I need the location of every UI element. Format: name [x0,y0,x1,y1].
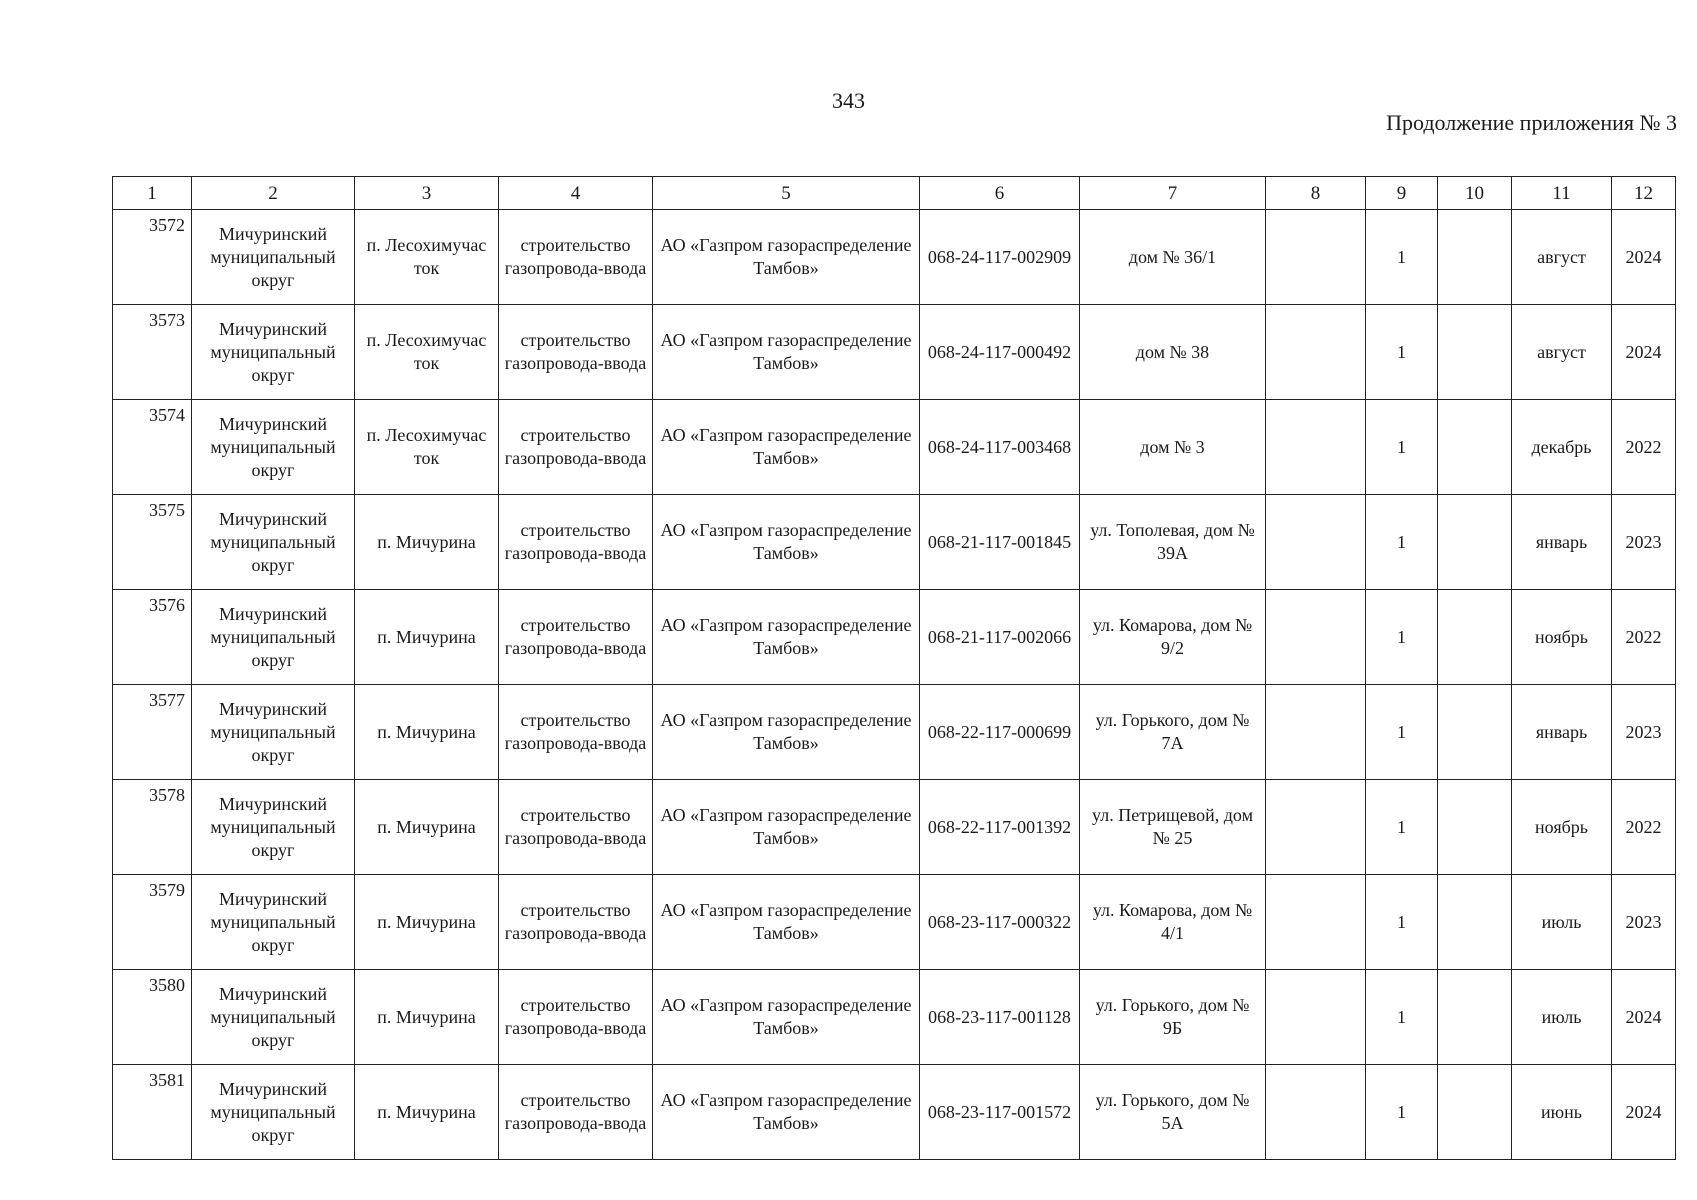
address-cell: дом № 38 [1080,305,1266,400]
address-cell: ул. Петрищевой, дом № 25 [1080,780,1266,875]
quantity-cell: 1 [1366,400,1438,495]
column-10-cell [1438,305,1512,400]
year-cell: 2023 [1612,495,1676,590]
quantity-cell: 1 [1366,1065,1438,1160]
year-cell: 2024 [1612,1065,1676,1160]
column-8-cell [1266,1065,1366,1160]
district-cell: Мичуринский муниципальный округ [192,970,355,1065]
column-8-cell [1266,875,1366,970]
table-body [113,210,1676,1160]
settlement-cell: п. Мичурина [355,590,499,685]
organization-cell: АО «Газпром газораспределение Тамбов» [653,780,920,875]
column-10-cell [1438,210,1512,305]
work-type-cell: строительство газопровода-ввода [499,495,653,590]
code-cell: 068-22-117-000699 [920,685,1080,780]
column-10-cell [1438,685,1512,780]
table-row [113,780,1676,875]
column-header: 4 [499,177,653,210]
registry-table [112,176,1676,1160]
settlement-cell: п. Лесохимучас ток [355,210,499,305]
column-header: 2 [192,177,355,210]
column-8-cell [1266,305,1366,400]
work-type-cell: строительство газопровода-ввода [499,685,653,780]
row-number: 3572 [113,210,192,305]
year-cell: 2023 [1612,875,1676,970]
address-cell: ул. Горького, дом № 5А [1080,1065,1266,1160]
column-header: 8 [1266,177,1366,210]
organization-cell: АО «Газпром газораспределение Тамбов» [653,685,920,780]
organization-cell: АО «Газпром газораспределение Тамбов» [653,970,920,1065]
table-row [113,590,1676,685]
settlement-cell: п. Лесохимучас ток [355,305,499,400]
settlement-cell: п. Лесохимучас ток [355,400,499,495]
column-10-cell [1438,590,1512,685]
code-cell: 068-24-117-003468 [920,400,1080,495]
appendix-continuation-note: Продолжение приложения № 3 [1386,110,1677,135]
district-cell: Мичуринский муниципальный округ [192,1065,355,1160]
work-type-cell: строительство газопровода-ввода [499,305,653,400]
year-cell: 2022 [1612,590,1676,685]
address-cell: ул. Горького, дом № 7А [1080,685,1266,780]
row-number: 3578 [113,780,192,875]
year-cell: 2022 [1612,780,1676,875]
column-header: 5 [653,177,920,210]
year-cell: 2022 [1612,400,1676,495]
column-10-cell [1438,970,1512,1065]
organization-cell: АО «Газпром газораспределение Тамбов» [653,495,920,590]
column-10-cell [1438,780,1512,875]
settlement-cell: п. Мичурина [355,780,499,875]
quantity-cell: 1 [1366,685,1438,780]
row-number: 3573 [113,305,192,400]
address-cell: ул. Комарова, дом № 9/2 [1080,590,1266,685]
table-row [113,305,1676,400]
column-header: 3 [355,177,499,210]
district-cell: Мичуринский муниципальный округ [192,685,355,780]
quantity-cell: 1 [1366,780,1438,875]
column-8-cell [1266,780,1366,875]
quantity-cell: 1 [1366,970,1438,1065]
year-cell: 2024 [1612,305,1676,400]
table-row [113,400,1676,495]
table-row [113,210,1676,305]
month-cell: июнь [1512,1065,1612,1160]
column-10-cell [1438,1065,1512,1160]
column-8-cell [1266,400,1366,495]
organization-cell: АО «Газпром газораспределение Тамбов» [653,305,920,400]
quantity-cell: 1 [1366,210,1438,305]
district-cell: Мичуринский муниципальный округ [192,590,355,685]
address-cell: дом № 3 [1080,400,1266,495]
code-cell: 068-21-117-002066 [920,590,1080,685]
column-8-cell [1266,495,1366,590]
year-cell: 2024 [1612,210,1676,305]
month-cell: ноябрь [1512,590,1612,685]
work-type-cell: строительство газопровода-ввода [499,590,653,685]
organization-cell: АО «Газпром газораспределение Тамбов» [653,210,920,305]
column-header: 6 [920,177,1080,210]
column-header: 11 [1512,177,1612,210]
table-header [113,177,1676,210]
quantity-cell: 1 [1366,875,1438,970]
table-row [113,875,1676,970]
settlement-cell: п. Мичурина [355,495,499,590]
work-type-cell: строительство газопровода-ввода [499,1065,653,1160]
district-cell: Мичуринский муниципальный округ [192,210,355,305]
district-cell: Мичуринский муниципальный округ [192,875,355,970]
column-header: 7 [1080,177,1266,210]
year-cell: 2023 [1612,685,1676,780]
address-cell: ул. Горького, дом № 9Б [1080,970,1266,1065]
code-cell: 068-24-117-002909 [920,210,1080,305]
row-number: 3577 [113,685,192,780]
row-number: 3581 [113,1065,192,1160]
month-cell: август [1512,210,1612,305]
row-number: 3576 [113,590,192,685]
address-cell: ул. Комарова, дом № 4/1 [1080,875,1266,970]
work-type-cell: строительство газопровода-ввода [499,400,653,495]
row-number: 3574 [113,400,192,495]
column-header: 10 [1438,177,1512,210]
organization-cell: АО «Газпром газораспределение Тамбов» [653,875,920,970]
table-row [113,685,1676,780]
month-cell: январь [1512,685,1612,780]
row-number: 3580 [113,970,192,1065]
district-cell: Мичуринский муниципальный округ [192,780,355,875]
month-cell: июль [1512,875,1612,970]
work-type-cell: строительство газопровода-ввода [499,875,653,970]
code-cell: 068-22-117-001392 [920,780,1080,875]
code-cell: 068-23-117-001128 [920,970,1080,1065]
organization-cell: АО «Газпром газораспределение Тамбов» [653,1065,920,1160]
organization-cell: АО «Газпром газораспределение Тамбов» [653,400,920,495]
column-8-cell [1266,685,1366,780]
row-number: 3575 [113,495,192,590]
organization-cell: АО «Газпром газораспределение Тамбов» [653,590,920,685]
code-cell: 068-21-117-001845 [920,495,1080,590]
settlement-cell: п. Мичурина [355,875,499,970]
code-cell: 068-23-117-001572 [920,1065,1080,1160]
table-row [113,1065,1676,1160]
month-cell: ноябрь [1512,780,1612,875]
column-8-cell [1266,210,1366,305]
work-type-cell: строительство газопровода-ввода [499,210,653,305]
row-number: 3579 [113,875,192,970]
page-number: 343 [832,88,865,113]
quantity-cell: 1 [1366,305,1438,400]
header-row [113,177,1676,210]
month-cell: декабрь [1512,400,1612,495]
column-header: 9 [1366,177,1438,210]
settlement-cell: п. Мичурина [355,970,499,1065]
settlement-cell: п. Мичурина [355,685,499,780]
month-cell: январь [1512,495,1612,590]
code-cell: 068-24-117-000492 [920,305,1080,400]
month-cell: июль [1512,970,1612,1065]
district-cell: Мичуринский муниципальный округ [192,400,355,495]
column-10-cell [1438,400,1512,495]
code-cell: 068-23-117-000322 [920,875,1080,970]
quantity-cell: 1 [1366,495,1438,590]
column-8-cell [1266,970,1366,1065]
year-cell: 2024 [1612,970,1676,1065]
settlement-cell: п. Мичурина [355,1065,499,1160]
column-10-cell [1438,495,1512,590]
district-cell: Мичуринский муниципальный округ [192,495,355,590]
column-10-cell [1438,875,1512,970]
address-cell: ул. Тополевая, дом № 39А [1080,495,1266,590]
work-type-cell: строительство газопровода-ввода [499,970,653,1065]
table-row [113,970,1676,1065]
column-header: 1 [113,177,192,210]
column-8-cell [1266,590,1366,685]
month-cell: август [1512,305,1612,400]
work-type-cell: строительство газопровода-ввода [499,780,653,875]
address-cell: дом № 36/1 [1080,210,1266,305]
column-header: 12 [1612,177,1676,210]
district-cell: Мичуринский муниципальный округ [192,305,355,400]
quantity-cell: 1 [1366,590,1438,685]
table-row [113,495,1676,590]
